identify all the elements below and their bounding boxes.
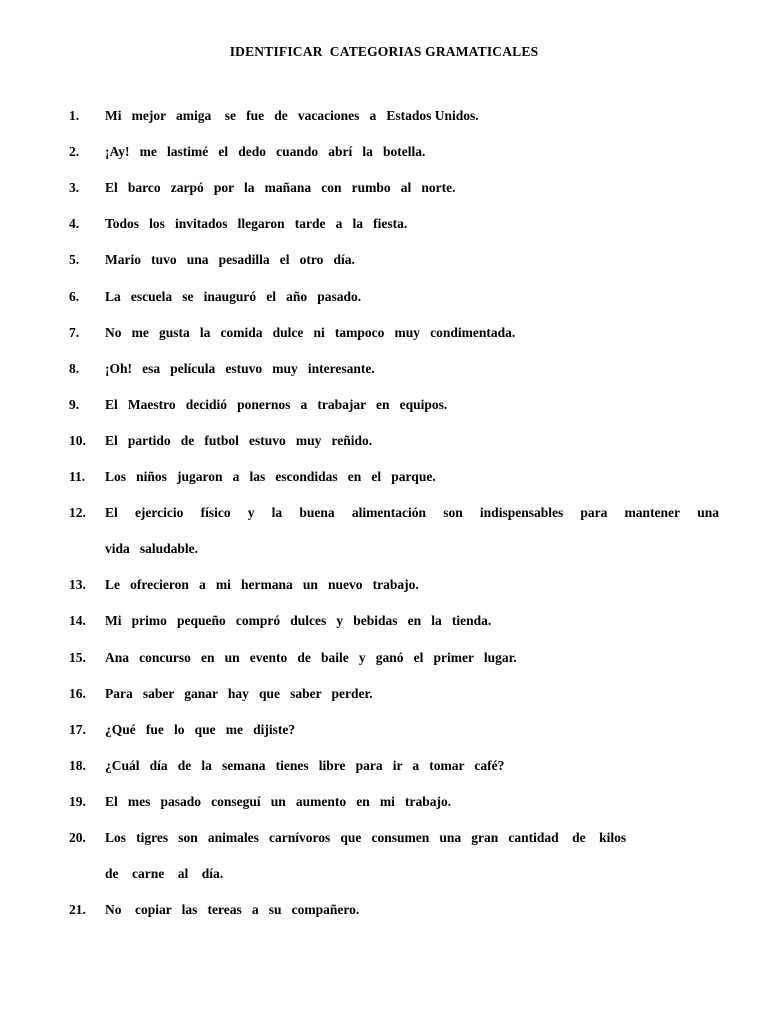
word: mantener	[624, 505, 681, 521]
item-text: ¿Cuál día de la semana tienes libre para ir a tomar café?	[105, 757, 505, 773]
item-number: 2.	[69, 144, 80, 160]
word: una	[697, 505, 719, 521]
item-text: vida saludable.	[105, 541, 199, 557]
item-text: Los niños jugaron a las escondidas en el parque.	[105, 469, 436, 484]
item-number: 8.	[69, 360, 80, 376]
word: El	[105, 505, 118, 521]
item-number: 19.	[69, 793, 86, 809]
word: y	[247, 505, 255, 521]
word: ejercicio	[134, 505, 184, 521]
item-number: 3.	[69, 180, 80, 196]
item-number: 10.	[69, 432, 86, 448]
item-text: ¡Oh! esa película estuvo muy interesante.	[105, 360, 375, 376]
item-text: Para saber ganar hay que saber perder.	[105, 685, 373, 701]
item-text: El Maestro decidió ponernos a trabajar en equipos.	[105, 396, 448, 412]
item-number: 14.	[69, 613, 86, 629]
item-text: El partido de futbol estuvo muy reñido.	[105, 432, 373, 448]
item-text: de carne al día.	[105, 866, 224, 882]
item-text: El barco zarpó por la mañana con rumbo al norte.	[105, 180, 456, 196]
item-number: 21.	[69, 902, 86, 918]
item-text: No copiar las tereas a su compañero.	[105, 902, 360, 918]
word: indispensables	[479, 505, 564, 521]
item-number: 18.	[69, 757, 86, 773]
item-number: 13.	[69, 577, 86, 593]
word: para	[580, 505, 608, 521]
item-text: Mi mejor amiga se fue de vacaciones a Estados Unidos.	[105, 108, 479, 123]
item-number: 9.	[69, 396, 80, 412]
item-number: 16.	[69, 685, 86, 701]
item-text: La escuela se inauguró el año pasado.	[105, 288, 362, 304]
item-number: 7.	[69, 324, 80, 340]
item-text: Los tigres son animales carnívoros que consumen una gran cantidad de kilos	[105, 830, 627, 845]
item-number: 5.	[69, 252, 80, 268]
word: físico	[200, 505, 231, 521]
word: son	[443, 505, 463, 521]
word: buena	[299, 505, 335, 521]
item-text: No me gusta la comida dulce ni tampoco muy condimentada.	[105, 324, 516, 340]
item-text: El mes pasado conseguí un aumento en mi trabajo.	[105, 793, 452, 809]
item-text: ¿Qué fue lo que me dijiste?	[105, 721, 296, 737]
item-text: ¡Ay! me lastimé el dedo cuando abrí la botella.	[105, 144, 426, 160]
item-number: 12.	[69, 505, 86, 521]
item-number: 17.	[69, 721, 86, 737]
item-text: Ana concurso en un evento de baile y ganó el primer lugar.	[105, 649, 517, 665]
item-number: 20.	[69, 830, 86, 845]
item-text: Mario tuvo una pesadilla el otro día.	[105, 252, 355, 268]
item-number: 4.	[69, 216, 80, 232]
item-number: 1.	[69, 108, 80, 123]
item-number: 6.	[69, 288, 80, 304]
page-title: IDENTIFICAR CATEGORIAS GRAMATICALES	[229, 44, 539, 59]
word: la	[271, 505, 283, 521]
item-text: Le ofrecieron a mi hermana un nuevo trabajo.	[105, 577, 419, 593]
word: alimentación	[351, 505, 427, 521]
item-number: 11.	[69, 469, 86, 484]
item-text	[105, 504, 719, 522]
item-text: Mi primo pequeño compró dulces y bebidas en la tienda.	[105, 613, 492, 629]
item-number: 15.	[69, 649, 86, 665]
item-text: Todos los invitados llegaron tarde a la fiesta.	[105, 216, 408, 232]
